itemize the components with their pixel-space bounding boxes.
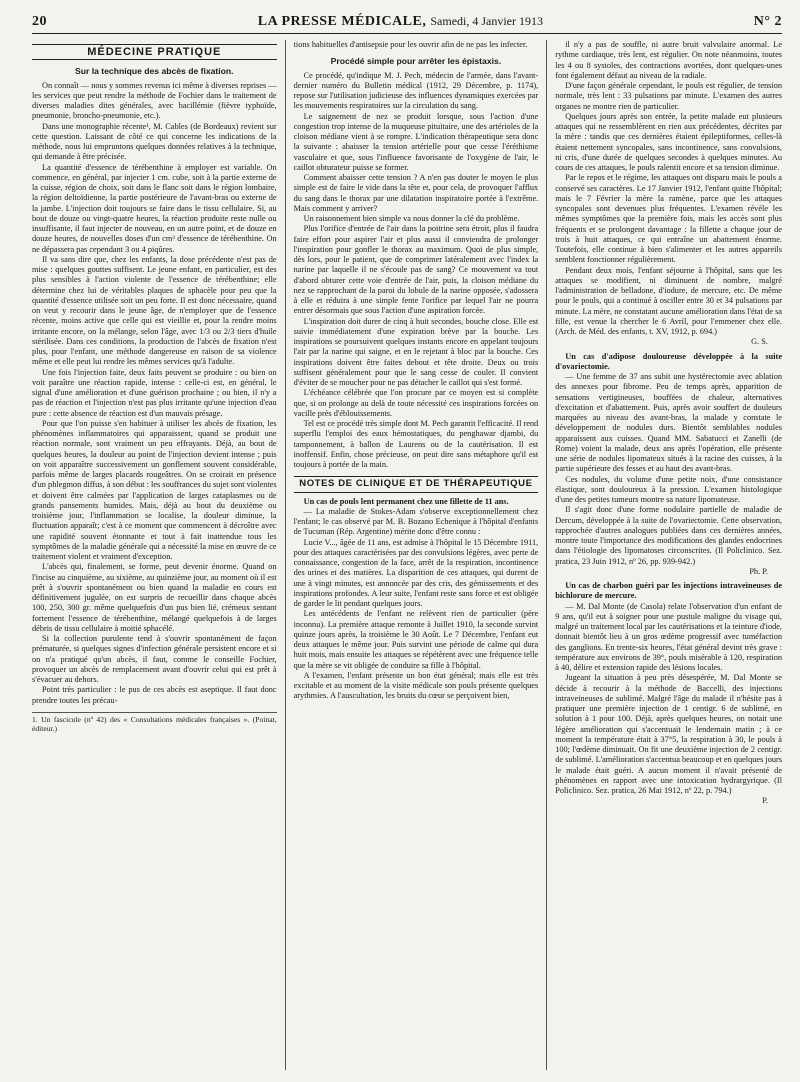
continued-text: tions habituelles d'antisepsie pour les ouvrir afin de ne pas les infecter. <box>293 40 528 49</box>
case-body <box>555 602 782 797</box>
page-number: 20 <box>32 14 47 29</box>
paragraph: Jugeant la situation à peu près désespérée, M. Dal Monte se décide à recourir à la méthode de Baccelli, des injections intraveineuses de sublimé. Malgré l'âge du malade il n'hésite pas à pratiquer une première injection de 1 centigr. 6 de sublimé, en solution à 1 pour 100. Déjà, après quelques heures, on notait une légère amélioration qui s'accentuait le lendemain matin ; à ce moment la température était à 37°5, la respiration à 30, le pouls à 100; l'œdème diminuait. On fit une deuxième injection de 2 centigr. de sublimé. L'amélioration s'accentua beaucoup et en quelques jours le malade était guéri. A aucun moment il n'avait présenté de phénomènes en rapport avec une intoxication hydrargyrique. (Il Policlinico. Sez. pratica, 26 Mai 1912, nº 22, p. 794.) <box>555 673 782 795</box>
column-3 <box>547 40 782 1070</box>
paragraph: L'abcès qui, finalement, se forme, peut devenir énorme. Quand on l'incise au cinquième, au sixième, au quinzième jour, au moment où il est prêt à s'ouvrir spontanément ou bien quand la maladie en cours est définitivement jugulée, on est surpris de recueillir dans chaque abcès 100, 250, 300 gr. même quelquefois d'un pus bien lié, crémeux sentant fortement l'essence de térébenthine, mélangé quelquefois à de larges débris de tissu cellulaire à moitié sphacélé. <box>32 562 277 633</box>
paragraph: il n'y a pas de souffle, ni autre bruit valvulaire anormal. Le rythme cardiaque, très lent, est régulier. On note néanmoins, toutes les 4 ou 8 systoles, des contractions avortées, dont quelques-unes font également défaut au niveau de la radiale. <box>555 40 782 80</box>
case-body <box>294 507 539 702</box>
paragraph: Le saignement de nez se produit lorsque, sous l'action d'une congestion trop intense de la muqueuse pituitaire, une des artérioles de la cloison médiane vient à se rompre. L'indication thérapeutique sera donc la suivante : abaisser la tension artérielle pour que cesse l'éréthisme vasculaire et que, sous l'influence favorisante de l'oxygène de l'air, le caillot obturateur puisse se former. <box>293 111 539 172</box>
paragraph: Ce procédé, qu'indique M. J. Pech, médecin de l'armée, dans l'avant-dernier numéro du Bulletin médical (1912, 29 Décembre, p. 1174), repose sur l'utilisation judicieuse des influences dynamiques exercées par les mouvements respiratoires sur la circulation du sang. <box>293 70 539 111</box>
case-lead <box>555 581 782 602</box>
article-body <box>32 81 277 706</box>
paragraph: L'inspiration doit durer de cinq à huit secondes, bouche close. Elle est suivie immédiatement d'une expiration brève par la bouche. Les inspirations se poursuivent quelques instants encore en appelant toujours l'air par la narine qui saigne, et en le rejetant à bloc par la bouche. Ces inspirations doivent être faites debout et tête droite. Deux ou trois suffisent généralement pour que le sang cesse de couler. Il convient d'éviter de se moucher pour ne pas détacher le caillot qui s'est formé. <box>293 316 539 387</box>
paragraph: On connaît — nous y sommes revenus ici même à diverses reprises — les services que peut rendre la méthode de Fochier dans le traitement de diverses maladies dites générales, avec bacillémie (fièvre typhoïde, pneumonie, broncho-pneumonie, etc.). <box>32 80 277 121</box>
paragraph: Quelques jours après son entrée, la petite malade eut plusieurs attaques qui ne ressemblèrent en rien aux précédentes, décrites par la mère : tandis que ces dernières étaient épileptiformes, celles-là étaient nettement syncopales, sans incontinence, sans convulsions, ni cris, d'une durée de quelques secondes à quelques minutes. Au cours de ces attaques, le pouls ralentit encore et sa tension diminue. <box>555 111 782 172</box>
paragraph: — Une femme de 37 ans subit une hystérectomie avec ablation des annexes pour fibrome. Peu de temps après, apparition de sensations vertigineuses, bouffées de chaleur, alternatives d'excitation et d'abattement. Puis, après avoir souffert de douleurs marquées au niveau des avant-bras, la malade y constate le développement de nodules durs. Bientôt semblables nodules apparaissent aux cuisses. Quand MM. Sabatucci et Zanelli (de Rome) voient la malade, deux ans après l'opération, elle présente une série de nodules lipomateux situés à la racine des cuisses, à la partie supérieure des fesses et au haut des avant-bras. <box>555 372 782 474</box>
masthead <box>258 14 543 30</box>
paragraph: Pour que l'on puisse s'en habituer à utiliser les abcès de fixation, les phénomènes inflammatoires qui apparaissent, quand se produit une réaction normale, sont vraiment un peu effrayants. Déjà, au bout de quelques heures, la douleur au point de l'injection devient intense ; puis on voit apparaître successivement un gonflement souvent considérable, parfois même de larges placards rougeâtres. On se croirait en présence d'un phlegmon diffus, à son début : les souffrances du sujet sont violentes et doivent être calmées par l'application de larges cataplasmes ou de grands pansements humides. Mais, déjà au bout du deuxième ou troisième jour, l'inflammation se localise, la douleur diminue, la fluctuation apparaît; c'est à ce moment que commencent à décroître avec une rapidité souvent étonnante et tout à fait inattendue tous les symptômes de la maladie générale qui a nécessité la mise en œuvre de ce traitement violent et vraiment d'exception. <box>32 418 277 561</box>
paragraph: — M. Dal Monte (de Casola) relate l'observation d'un enfant de 9 ans, qu'il eut à soigner pour une pustule maligne du visage qui, malgré un traitement local par les cautérisations et la teinture d'iode, donnait bientôt lieu à un gros œdème progressif avec tuméfaction des ganglions. En trente-six heures, l'état général devint très grave : température aux environs de 39°, pouls misérable à 120, respiration à 40, délire et extension rapide des lésions locales. <box>555 601 782 672</box>
article-title: Procédé simple pour arrêter les épistaxis. <box>330 56 502 67</box>
paragraph: Point très particulier : le pus de ces abcès est aseptique. Il faut donc prendre toutes les précau- <box>32 685 277 705</box>
paragraph: Tel est ce procédé très simple dont M. Pech garantit l'efficacité. Il rend superflu l'emploi des eaux hémostatiques, du penghawar djambi, du tamponnement, à ballon de Laurens ou de la cautérisation. Il est inoffensif. Enfin, chose précieuse, on peut dire sans métaphore qu'il est toujours à portée de la main. <box>293 419 539 469</box>
section-title: NOTES DE CLINIQUE ET DE THÉRAPEUTIQUE <box>294 476 539 492</box>
case-title: Un cas d'adipose douloureuse développée à la suite d'ovariectomie. <box>555 351 782 371</box>
case-title: Un cas de charbon guéri par les injections intraveineuses de bichlorure de mercure. <box>555 581 782 601</box>
footnote: 1. Un fascicule (nº 42) des « Consultations médicales françaises ». (Poinat, éditeur.) <box>32 712 277 733</box>
article-title: Sur la technique des abcès de fixation. <box>75 66 234 77</box>
columns <box>32 40 782 1070</box>
paragraph: Dans une monographie récente¹, M. Cables (de Bordeaux) revient sur cette question. Laissant de côté ce qui concerne les indications de la méthode, nous lui empruntons quelques données relatives à la technique, qui demande à être précisée. <box>32 121 277 162</box>
paragraph: Par le repos et le régime, les attaques ont disparu mais le pouls a conservé ses caractères. Le 17 Janvier 1912, l'enfant quitte l'hôpital; mais le 7 Février la mère la ramène, parce que les attaques syncopales sont devenues plus fréquentes. L'examen révèle les mêmes symptômes que la première fois, mais les accès sont plus fréquents et se prolongent davantage : la fillette a chaque jour de trois à huit attaques, ce qui entraîne un abattement énorme. Toutefois, elle continue à bien s'alimenter et les autres appareils semblent fonctionner régulièrement. <box>555 173 782 265</box>
paragraph: A l'examen, l'enfant présente un bon état général; mais elle est très excitable et au moment de la visite médicale son pouls présente quelques arythmies. A l'auscultation, les bruits du cœur se perçoivent bien, <box>293 670 539 701</box>
issue-number: N° 2 <box>753 14 782 29</box>
paragraph: D'une façon générale cependant, le pouls est régulier, de tension normale, très lent : 33 pulsations par minute. L'examen des autres organes ne montre rien de particulier. <box>555 81 782 111</box>
case-lead <box>294 497 539 507</box>
signature: G. S. <box>751 337 768 347</box>
paragraph: Un raisonnement bien simple va nous donner la clé du problème. <box>303 214 520 223</box>
paragraph: Comment abaisser cette tension ? A n'en pas douter le moyen le plus simple est de faire le vide dans la tête et, pour cela, de provoquer l'afflux du sang dans le thorax par une dilatation inspiratoire portée à l'extrême. Mais comment y arriver? <box>293 173 539 213</box>
paragraph: Ces nodules, du volume d'une petite noix, d'une consistance élastique, sont douloureux à la pression. L'examen histologique d'une des petites tumeurs montre sa nature lipomateuse. <box>555 474 782 504</box>
section-title: MÉDECINE PRATIQUE <box>32 44 277 60</box>
paragraph: La quantité d'essence de térébenthine à employer est variable. On commence, en général, par injecter 1 cm. cube, soit à la partie externe de la cuisse, région de choix, soit dans le flanc soit dans le région lombaire, la région deltoïdienne, la partie postérieure de l'avant-bras ou externe de la jambe. L'injection doit toujours se faire dans le tissu cellulaire. Si, au bout de douze ou vingt-quatre heures, la réaction produite reste nulle ou insuffisante, il faut injecter de nouveau, en un autre point, et de douze en douze heures, de nouvelles doses d'un cm³ d'essence de térébenthine. On ne dépassera pas cependant 3 ou 4 piqûres. <box>32 162 277 254</box>
publication-name: LA PRESSE MÉDICALE, <box>257 14 427 29</box>
paragraph: Si la collection purulente tend à s'ouvrir spontanément de façon prématurée, si quelques signes d'infection générale persistent encore et si on n'a pratiqué qu'un abcès, il faut, comme le conseille Fochier, provoquer un abcès de remplacement avant d'ouvrir celui qui est prêt à s'évacuer au dehors. <box>32 634 277 684</box>
article-body <box>294 71 539 471</box>
column-1 <box>32 40 286 1070</box>
paragraph: L'échéance célébrée que l'on procure par ce moyen est si complète que, si on prolonge au delà de toute nécessité ces inspirations forcées on vacille près d'éblouissements. <box>293 388 539 418</box>
signature: P. <box>762 796 768 806</box>
paragraph: Il s'agit donc d'une forme nodulaire partielle de maladie de Dercum, développée à la suite de l'ovariectomie. Cette observation, rapprochée d'autres analogues publiées dans ces dernières années, montre toute l'importance des modifications des glandes endocrines dans l'étiologie des lipomatoses circonscrites. (Il Policlinico. Sez. pratica, 23 Juin 1912, nº 26, pp. 939-942.) <box>555 505 782 566</box>
signature: Ph. P. <box>749 566 768 576</box>
paragraph: Les antécédents de l'enfant ne relèvent rien de particulier (père inconnu). La première attaque remonte à Juillet 1910, la seconde survint quinze jours après, la troisième le 30 Août. Le 7 Décembre, l'enfant eut deux attaques le même jour. Puis survint une période de calme qui dura huit mois, mais ensuite les attaques se répétèrent avec une fréquence telle que la mère se vit obligée de conduire sa fille à l'hôpital. <box>293 609 539 670</box>
case-body <box>555 40 782 337</box>
paragraph: Il va sans dire que, chez les enfants, la dose précédente n'est pas de mise : quelques gouttes suffisent. Le jeune enfant, en particulier, est des plus sensibles à l'action violente de l'essence de térébenthine; elle détermine chez lui de véritables plaques de sphacèle pour peu que la quantité d'essence utilisée soit un peu forte. Il est donc nécessaire, quand on veut y recourir dans le jeune âge, de n'employer que de l'essence récente, moins active que celle qui est vieillie et, pour la rendre moins irritante encore, on la mélange, selon l'âge, avec 1/3 ou 2/3 tiers d'huile stérilisée. Dans ces conditions, la production de l'abcès de fixation n'est plus, pour l'enfant, une méthode dangereuse en raison de sa violence même et elle peut lui rendre les mêmes services qu'à l'adulte. <box>32 254 277 367</box>
paragraph: — La maladie de Stokes-Adam s'observe exceptionnellement chez l'enfant; le cas observé par M. B. Bozano Echenique à l'hôpital d'enfants de Tucuman (Rép. Argentine) mérite donc d'être connu : <box>293 506 539 537</box>
case-title: Un cas de pouls lent permanent chez une fillette de 11 ans. <box>303 496 509 506</box>
issue-date: Samedi, 4 Janvier 1913 <box>430 14 544 28</box>
paragraph: Lucie V..., âgée de 11 ans, est admise à l'hôpital le 15 Décembre 1911, pour des attaques caractérisées par des convulsions légères, avec perte de connaissance, congestion de la face, arrêt de la respiration, incontinence des urines et des matières. La disparition de ces attaques, qui durent de une à vingt minutes, est annoncée par des cris, des gémissements et des inspirations profondes. A leur suite, l'enfant reste sans force et est obligée de garder le lit pendant quelques jours. <box>293 537 539 608</box>
paragraph: Une fois l'injection faite, deux faits peuvent se produire : ou bien on voit paraître une réaction rapide, intense : celle-ci est, en général, le signal d'une amélioration et d'une guérison prochaine ; ou bien, il n'y a pas de réaction et l'injection n'est pas plus irritante qu'une injection d'eau pure : cette absence de réaction est d'un mauvais présage. <box>32 367 277 418</box>
paragraph: Pendant deux mois, l'enfant séjourne à l'hôpital, sans que les attaques se modifient, ni diminuent de nombre, malgré l'administration de belladone, d'iodure, de mercure, etc. De même pour le pouls, qui a continué à osciller entre 30 et 34 pulsations par minute. La mère, ne constatant aucune amélioration dans l'état de sa fille, est venue la chercher le 6 Avril, pour l'emmener chez elle. (Arch. de Méd. des enfants, t. XV, 1912, p. 694.) <box>555 265 782 336</box>
case-body <box>555 372 782 567</box>
page-header <box>32 14 782 34</box>
case-lead <box>555 352 782 373</box>
column-2 <box>286 40 548 1070</box>
paragraph: Plus l'orifice d'entrée de l'air dans la poitrine sera étroit, plus il faudra faire effort pour aspirer l'air et plus aussi il conviendra de prolonger l'inspiration pour gonfler le thorax au maximum. Quoi de plus simple, dès lors, pour le patient, que de comprimer latéralement avec l'index la narine par laquelle il ne s'écoule pas de sang? Ce mouvement va tout d'abord obturer cette voie d'entrée de l'air, puis, la cloison médiane du nez se rapprochant de la paroi du lobule de la narine opposée, s'adossera à elle et réduira à une simple fente l'orifice par lequel l'air ne pourra entrer désormais que sous l'action d'une aspiration forcée. <box>293 224 539 316</box>
